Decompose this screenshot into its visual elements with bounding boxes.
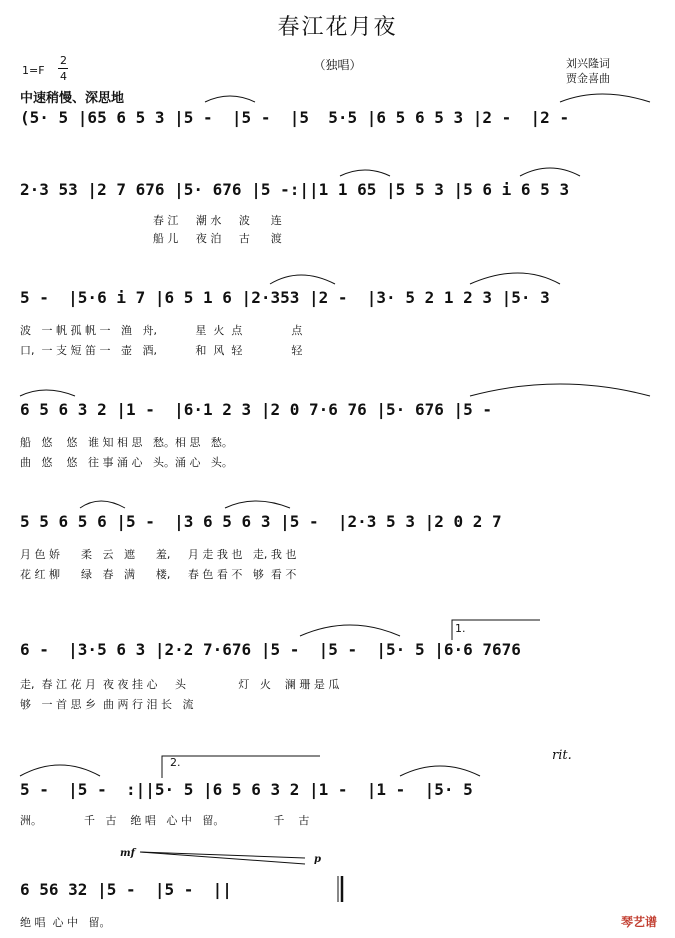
slur — [520, 168, 580, 176]
dynamic-p: p — [314, 854, 321, 865]
system-4-lyric-2: 曲 悠 悠 往 事 涌 心 头。涌 心 头。 — [20, 456, 233, 469]
slur — [205, 96, 255, 102]
volta-1-label: 1. — [455, 622, 466, 635]
slur — [300, 625, 400, 636]
system-5-lyric-1: 月 色 娇 柔 云 遮 羞, 月 走 我 也 走, 我 也 — [20, 548, 297, 561]
system-3-lyric-2: 口, 一 支 短 笛 一 壶 酒, 和 风 轻 轻 — [20, 344, 303, 357]
system-2-lyric-2: 船 儿 夜 泊 古 渡 — [20, 232, 282, 245]
composer-credit: 贾金喜曲 — [566, 72, 610, 85]
system-3-notes: 5 - |5·6 i 7 |6 5 1 6 |2·353 |2 - |3· 5 2 1 2 3 |5· 3 — [20, 288, 550, 307]
final-barline — [338, 876, 342, 902]
system-8-lyric-1: 绝 唱 心 中 留。 — [20, 916, 111, 929]
tempo-marking: 中速稍慢、深思地 — [20, 91, 125, 106]
performance-type: （独唱） — [313, 58, 362, 72]
system-4-lyric-1: 船 悠 悠 谁 知 相 思 愁。相 思 愁。 — [20, 436, 233, 449]
system-6-lyric-1: 走, 春 江 花 月 夜 夜 挂 心 头 灯 火 澜 珊 是 瓜 — [20, 678, 340, 691]
hairpin — [140, 852, 305, 864]
system-1-notes: (5· 5 |65 6 5 3 |5 - |5 - |5 5·5 |6 5 6 5 3 |2 - |2 - — [20, 108, 570, 127]
system-3-lyric-1: 波 一 帆 孤 帆 一 渔 舟, 星 火 点 点 — [20, 324, 303, 337]
slur — [340, 170, 390, 176]
key-signature: 1=F — [22, 64, 45, 77]
system-2-lyric-1: 春 江 潮 水 波 连 — [20, 214, 282, 227]
system-4-notes: 6 5 6 3 2 |1 - |6·1 2 3 |2 0 7·6 76 |5· 676 |5 - — [20, 400, 493, 419]
system-7-notes: 5 - |5 - :||5· 5 |6 5 6 3 2 |1 - |1 - |5· 5 — [20, 780, 473, 799]
system-6-notes: 6 - |3·5 6 3 |2·2 7·676 |5 - |5 - |5· 5 |6·6 7676 — [20, 640, 521, 659]
slur — [80, 501, 125, 508]
system-7-lyric-1: 洲。 千 古 绝 唱 心 中 留。 千 古 — [20, 814, 310, 827]
time-signature-top: 2 — [60, 54, 67, 67]
system-5-notes: 5 5 6 5 6 |5 - |3 6 5 6 3 |5 - |2·3 5 3 |2 0 2 7 — [20, 512, 502, 531]
volta-2-label: 2. — [170, 756, 181, 769]
slur — [560, 94, 650, 102]
slur — [20, 765, 100, 776]
volta-1-line — [452, 620, 540, 640]
site-logo: 琴艺谱 — [620, 915, 657, 929]
system-2-notes: 2·3 53 |2 7 676 |5· 676 |5 -:||1 1 65 |5 5 3 |5 6 i 6 5 3 — [20, 180, 570, 199]
system-6-lyric-2: 够 一 首 思 乡 曲 两 行 泪 长 流 — [20, 698, 194, 711]
slur — [225, 501, 290, 508]
lyricist-credit: 刘兴隆词 — [566, 57, 610, 70]
slur — [270, 275, 335, 284]
slurs — [20, 94, 650, 776]
slur — [20, 390, 75, 396]
score-title: 春江花月夜 — [277, 15, 398, 40]
slur — [470, 273, 560, 284]
time-signature-bottom: 4 — [60, 70, 67, 83]
volta-2-line — [162, 756, 320, 778]
dynamic-mf: mf — [120, 848, 135, 859]
slur — [400, 766, 480, 776]
ritardando-marking: rit. — [552, 748, 572, 763]
slur — [470, 384, 650, 396]
system-8-notes: 6 56 32 |5 - |5 - || — [20, 880, 232, 899]
volta-lines — [162, 620, 540, 778]
system-5-lyric-2: 花 红 柳 绿 春 满 楼, 春 色 看 不 够 看 不 — [20, 568, 297, 581]
